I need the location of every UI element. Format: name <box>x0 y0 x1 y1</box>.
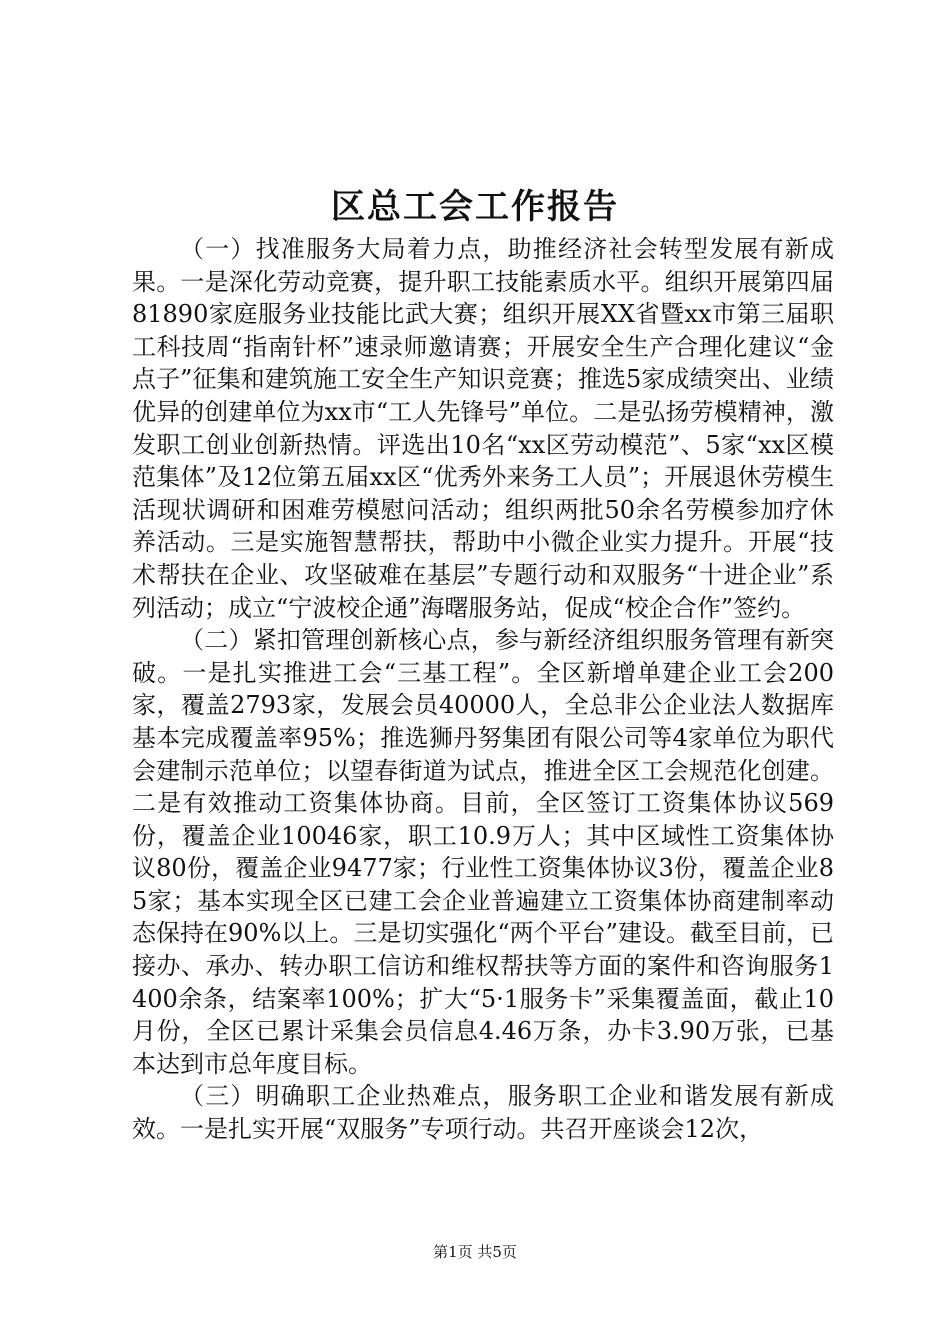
paragraph-1: （一）找准服务大局着力点，助推经济社会转型发展有新成果。一是深化劳动竞赛，提升职工技能素质水平。组织开展第四届81890家庭服务业技能比武大赛；组织开展XX省暨xx市第三届职工科技周“指南针杯”速录师邀请赛；开展安全生产合理化建议“金点子”征集和建筑施工安全生产知识竞赛；推选5家成绩突出、业绩优异的创建单位为xx市“工人先锋号”单位。二是弘扬劳模精神，激发职工创业创新热情。评选出10名“xx区劳动模范”、5家“xx区模范集体”及12位第五届xx区“优秀外来务工人员”；开展退休劳模生活现状调研和困难劳模慰问活动；组织两批50余名劳模参加疗休养活动。三是实施智慧帮扶，帮助中小微企业实力提升。开展“技术帮扶在企业、攻坚破难在基层”专题行动和双服务“十进企业”系列活动；成立“宁波校企通”海曙服务站，促成“校企合作”签约。 <box>132 235 834 622</box>
paragraph-3: （三）明确职工企业热难点，服务职工企业和谐发展有新成效。一是扎实开展“双服务”专项行动。共召开座谈会12次， <box>132 1082 834 1144</box>
page-number: 第1页 共5页 <box>433 1243 517 1261</box>
paragraph-2: （二）紧扣管理创新核心点，参与新经济组织服务管理有新突破。一是扎实推进工会“三基工程”。全区新增单建企业工会200家，覆盖2793家，发展会员40000人，全总非公企业法人数据库基本完成覆盖率95%；推选狮丹努集团有限公司等4家单位为职代会建制示范单位；以望春街道为试点，推进全区工会规范化创建。二是有效推动工资集体协商。目前，全区签订工资集体协议569份，覆盖企业10046家，职工10.9万人；其中区域性工资集体协议80份，覆盖企业9477家；行业性工资集体协议3份，覆盖企业85家；基本实现全区已建工会企业普遍建立工资集体协商建制率动态保持在90%以上。三是切实强化“两个平台”建设。截至目前，已接办、承办、转办职工信访和维权帮扶等方面的案件和咨询服务1400余条，结案率100%；扩大“5·1服务卡”采集覆盖面，截止10月份，全区已累计采集会员信息4.46万条，办卡3.90万张，已基本达到市总年度目标。 <box>132 626 834 1078</box>
document-title: 区总工会工作报告 <box>331 187 619 227</box>
document-body <box>132 233 834 1146</box>
